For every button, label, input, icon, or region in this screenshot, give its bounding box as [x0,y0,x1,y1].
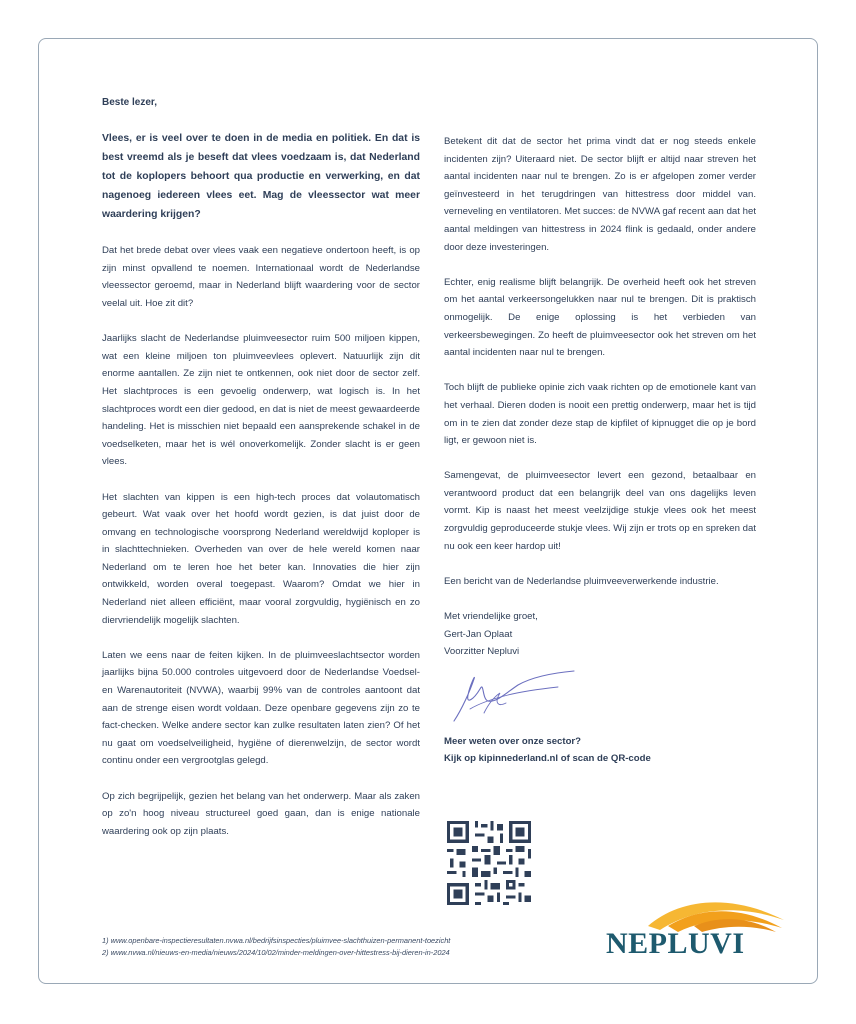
footnote-link[interactable]: 2) www.nvwa.nl/nieuws-en-media/nieuws/2024/10/02/minder-meldingen-over-hittestress-bij-dieren-in-2024 [102,948,450,958]
letter-left-column [102,94,420,858]
qr-code-icon[interactable] [444,818,534,908]
signer-name: Gert-Jan Oplaat [444,628,513,640]
body-paragraph: Op zich begrijpelijk, gezien het belang van het onderwerp. Maar als zaken op zo'n hoog niveau structureel goed gaan, dan is enige nationale waardering ook op zijn plaats. [102,790,420,837]
footnotes [102,935,450,960]
body-paragraph: Samengevat, de pluimveesector levert een gezond, betaalbaar en verantwoord product dat een belangrijk deel van ons dagelijks leven vormt. Kip is naast het meest veelzijdige stukje vlees ook het meest zorgvuldig geproduceerde stukje vlees. Wij zijn er trots op en spreken dat nu ook een keer hardop uit! [444,470,756,552]
body-paragraph: Een bericht van de Nederlandse pluimveeverwerkende industrie. [444,575,719,587]
intro-paragraph: Vlees, er is veel over te doen in de media en politiek. En dat is best vreemd als je beseft dat vlees voedzaam is, dat Nederland tot de koplopers behoort qua productie en verwerking, en dat nagenoeg iedereen vlees eet. Mag de vleessector wat meer waardering krijgen? [102,132,420,221]
body-paragraph: Laten we eens naar de feiten kijken. In de pluimveeslachtsector worden jaarlijks bijna 50.000 controles uitgevoerd door de Nederlandse Voedsel- en Warenautoriteit (NVWA), waarbij 99% van de controles aantoont dat aan de strenge eisen wordt voldaan. Deze openbare gegevens zijn zo te fact-checken. Welke andere sector kan zulke resultaten laten zien? Of het nu gaat om voedselveiligheid, hygiëne of dierenwelzijn, de sector wordt continu onder een vergrootglas gelegd. [102,649,420,767]
cta-link-line[interactable]: Kijk op kipinnederland.nl of scan de QR-code [444,753,651,765]
signer-title: Voorzitter Nepluvi [444,646,520,658]
body-paragraph: Betekent dit dat de sector het prima vindt dat er nog steeds enkele incidenten zijn? Uiteraard niet. De sector blijft er altijd naar streven het aantal incidenten naar nul te brengen. Zo is er afgelopen zomer verder geïnvesteerd in het terugdringen van hittestress door middel van. verneveling en ventilatoren. Met succes: de NVWA gaf recent aan dat het aantal meldingen van hittestress in 2024 flink is gedaald, onder andere door deze investeringen. [444,136,756,253]
body-paragraph: Toch blijft de publieke opinie zich vaak richten op de emotionele kant van het verhaal. Dieren doden is nooit een prettig onderwerp, maar het is tijd om in te zien dat zonder deze stap de kipfilet of kipnugget die op je bord ligt, er gewoon niet is. [444,382,756,447]
cta-heading: Meer weten over onze sector? [444,735,582,747]
signature-block [444,608,756,661]
body-paragraph: Dat het brede debat over vlees vaak een negatieve ondertoon heeft, is op zijn minst opvallend te noemen. Internationaal wordt de Nederlandse vleessector geroemd, maar in Nederland blijft waardering voor de sector veelal uit. Hoe zit dit? [102,245,420,309]
body-paragraph: Echter, enig realisme blijft belangrijk. De overheid heeft ook het streven om het aantal verkeersongelukken naar nul te brengen. Dit is praktisch onmogelijk. De enige oplossing is het verbieden van verkeersbewegingen. Zo heeft de pluimveesector ook het streven om het aantal incidenten naar nul te brengen. [444,276,756,359]
letter-right-column [444,133,756,768]
handwritten-signature [448,669,578,727]
greeting: Beste lezer, [102,97,158,108]
nepluvi-logo-text: NEPLUVI [606,927,745,960]
body-paragraph: Jaarlijks slacht de Nederlandse pluimveesector ruim 500 miljoen kippen, wat een kleine miljoen ton pluimveevlees oplevert. Natuurlijk zijn dit enorme aantallen. Ze zijn niet te ontkennen, ook niet door de sector zelf. Het slachtproces is een gevoelig onderwerp, wat logisch is. In het slachtproces wordt een dier gedood, en dat is niet de meest gewaardeerde handeling. Het is misschien niet bepaald een aansprekende schakel in de voedselketen, maar het is wél onoverkomelijk. Zonder slacht is er geen vlees. [102,333,420,468]
footnote-link[interactable]: 1) www.openbare-inspectieresultaten.nvwa.nl/bedrijfsinspecties/pluimvee-slachthuizen-permanent-toezicht [102,936,451,945]
body-paragraph: Het slachten van kippen is een high-tech proces dat volautomatisch gebeurt. Wat vaak over het hoofd wordt gezien, is dat juist door de omvang en technologische voorsprong Nederland wereldwijd koploper is in slachttechnieken. Overheden van over de hele wereld komen naar Nederland om te leren hoe het beter kan. Innovaties die hier zijn ontwikkeld, worden overal toegepast. Waarom? Omdat we hier in Nederland niet alleen efficiënt, maar vooral zorgvuldig, hygiënisch en zo diervriendelijk mogelijk slachten. [102,491,420,626]
closing: Met vriendelijke groet, [444,611,538,623]
